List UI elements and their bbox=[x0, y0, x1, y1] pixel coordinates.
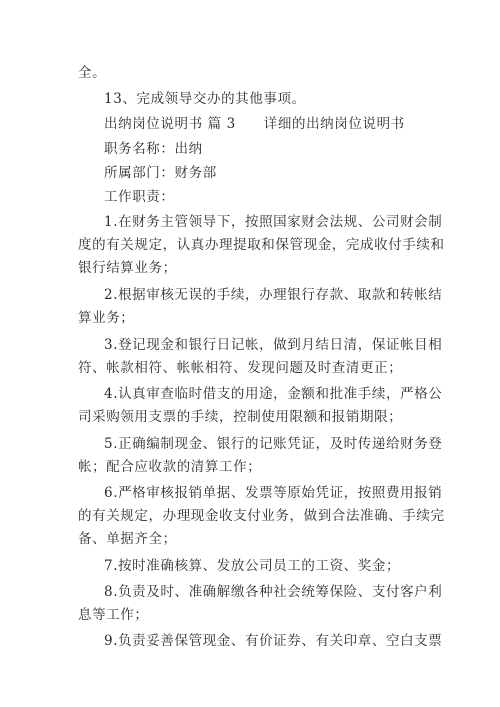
duty-2-line-2: 算业务； bbox=[78, 310, 135, 326]
duty-7-line-1: 7.按时准确核算、发放公司员工的工资、奖金； bbox=[104, 558, 401, 574]
duty-8-line-1: 8.负责及时、准确解缴各种社会统筹保险、支付客户利 bbox=[104, 584, 443, 600]
text-line-continuation: 全。 bbox=[78, 65, 107, 81]
duty-5-line-2: 帐；配合应收款的清算工作； bbox=[78, 459, 262, 475]
duty-5-line-1: 5.正确编制现金、银行的记账凭证，及时传递给财务登 bbox=[104, 436, 443, 452]
duty-8-line-2: 息等工作； bbox=[78, 607, 149, 623]
duty-6-line-2: 的有关规定，办理现金收支付业务，做到合法准确、手续完 bbox=[78, 508, 445, 524]
duty-4-line-2: 司采购领用支票的手续，控制使用限额和报销期限； bbox=[78, 409, 403, 425]
duty-1-line-2: 度的有关规定，认真办理提取和保管现金，完成收付手续和 bbox=[78, 237, 445, 253]
duty-2-line-1: 2.根据审核无误的手续，办理银行存款、取款和转帐结 bbox=[104, 287, 443, 303]
job-title-line: 职务名称：出纳 bbox=[104, 141, 203, 157]
duty-3-line-2: 符、帐款相符、帐帐相符、发现问题及时查清更正； bbox=[78, 360, 403, 376]
department-line: 所属部门：财务部 bbox=[104, 165, 217, 181]
duty-9-line-1: 9.负责妥善保管现金、有价证券、有关印章、空白支票 bbox=[104, 633, 443, 649]
section-subtitle: 详细的出纳岗位说明书 bbox=[263, 116, 405, 132]
section-title: 出纳岗位说明书 篇 3 bbox=[104, 116, 236, 132]
duty-3-line-1: 3.登记现金和银行日记帐，做到月结日清，保证帐目相 bbox=[104, 337, 443, 353]
section-heading bbox=[104, 114, 464, 134]
duty-1-line-1: 1.在财务主管领导下，按照国家财会法规、公司财会制 bbox=[104, 214, 443, 230]
duty-1-line-3: 银行结算业务； bbox=[78, 260, 177, 276]
duties-heading: 工作职责： bbox=[104, 189, 175, 205]
duty-4-line-1: 4.认真审查临时借支的用途，金额和批准手续，严格公 bbox=[104, 386, 443, 402]
text-line-item-13: 13、完成领导交办的其他事项。 bbox=[104, 91, 306, 107]
duty-6-line-1: 6.严格审核报销单据、发票等原始凭证，按照费用报销 bbox=[104, 485, 443, 501]
duty-6-line-3: 备、单据齐全； bbox=[78, 531, 177, 547]
